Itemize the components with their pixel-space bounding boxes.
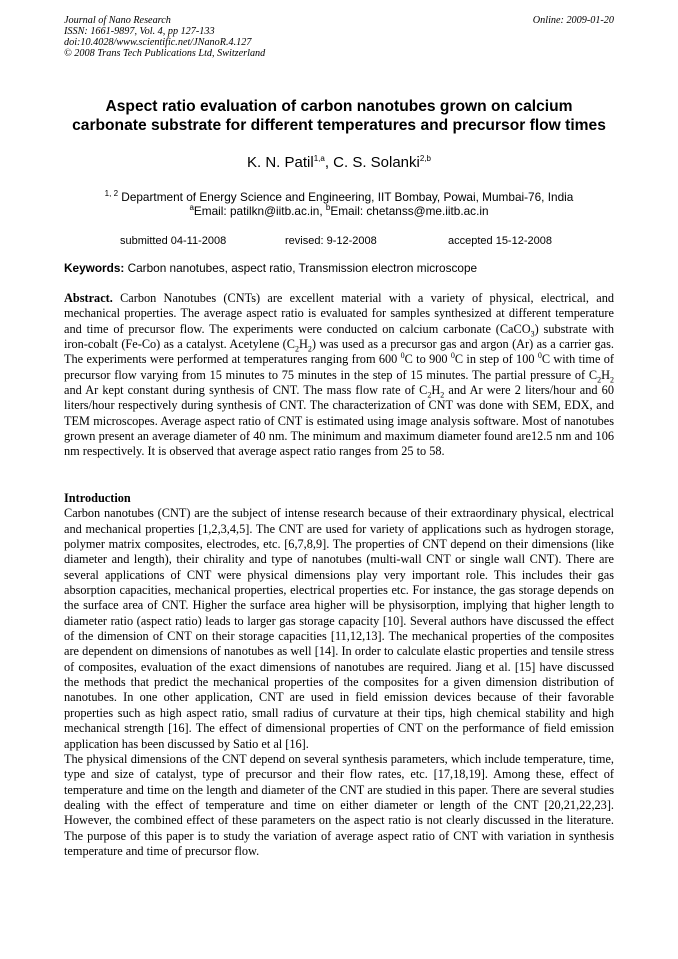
submitted-date: submitted 04-11-2008	[120, 235, 227, 247]
superscript: 0	[537, 351, 542, 361]
subscript: 2	[440, 390, 445, 400]
paper-title	[40, 97, 638, 135]
keywords	[64, 261, 477, 275]
abstract-text: H	[601, 367, 610, 382]
affiliation	[0, 190, 678, 218]
journal-name: Journal of Nano Research	[64, 15, 171, 26]
subscript: 2	[294, 344, 299, 354]
abstract-text: H	[298, 337, 308, 352]
copyright-line: © 2008 Trans Tech Publications Ltd, Switzerland	[64, 48, 266, 59]
abstract-label: Abstract.	[64, 291, 113, 305]
abstract-text: and Ar kept constant during synthesis of CNT. The mass flow rate of C	[64, 383, 428, 398]
abstract-text: Carbon Nanotubes (CNTs) are excellent material with a variety of physical, electrical, and mechanical properties. The average aspect ratio is evaluated for samples synthesized at different temperature and time of precursor flow. The experiments were conducted on calcium carbonate (CaCO	[64, 291, 614, 336]
introduction-paragraph-2: The physical dimensions of the CNT depend on several synthesis parameters, which include temperature, time, type and size of catalyst, type of precursor and their flow rates, etc. [17,18,19]. Among these, effect of temperature and time on the length and diameter of the CNT are studied in this paper. There are several studies dealing with the effect of temperature and time on either diameter or length of the CNT [20,21,22,23]. However, the combined effect of these parameters on the aspect ratio is not clearly discussed in the literature. The purpose of this paper is to study the variation of average aspect ratio of CNT with variation in synthesis temperature and time of precursor flow.	[64, 751, 614, 858]
introduction-paragraph-1: Carbon nanotubes (CNT) are the subject of intense research because of their extraordinary physical, electrical and mechanical properties [1,2,3,4,5]. The CNT are used for variety of applications such as hydrogen storage, polymer matrix composites, electrodes, etc. [6,7,8,9]. The properties of CNT depend on their dimensions (like diameter and length), their chirality and type of nanotubes (multi-wall CNT or single wall CNT). There are several applications of CNT were physical dimensions play very important role. This includes their gas absorption capacities, mechanical properties, electrical properties etc. For instance, the gas storage depends on the surface area of CNT. Higher the surface area higher will be physisorption, implying that higher length to diameter ratio (aspect ratio) leads to larger gas storage capacity [10]. Several authors have discussed the effect of the dimension of CNT on their storage capacities [11,12,13]. The mechanical properties of the composites are dependent on dimensions of nanotubes as well [14]. In order to calculate elastic properties and tensile stress of composites, evaluation of the exact dimensions of nanotubes are required. Jiang et al. [15] have discussed the methods that predict the mechanical properties of the composites for a given dimension distribution of nanotubes. In one other application, CNT are used in field emission devices because of their favorable properties such as high aspect ratio, small radius of curvature at their tips, high chemical stability and high mechanical strength [16]. The effect of dimensional properties of CNT on the performance of field emission application has been discussed by Satio et al [16].	[64, 506, 614, 751]
accepted-date: accepted 15-12-2008	[448, 235, 552, 247]
author-1: K. N. Patil	[247, 154, 314, 171]
abstract-paragraph	[64, 291, 614, 460]
abstract-text: ) substrate with iron-cobalt (Fe-Co) as a catalyst. Acetylene (C	[64, 321, 614, 352]
keywords-text: Carbon nanotubes, aspect ratio, Transmission electron microscope	[124, 261, 478, 275]
title-line-1: Aspect ratio evaluation of carbon nanotubes grown on calcium	[105, 98, 573, 115]
subscript: 2	[307, 344, 312, 354]
subscript: 3	[530, 329, 535, 339]
abstract-text: H	[431, 383, 441, 398]
revised-date: revised: 9-12-2008	[285, 235, 377, 247]
subscript: 2	[427, 390, 432, 400]
department: Department of Energy Science and Engineering, IIT Bombay, Powai, Mumbai-76, India	[118, 190, 574, 204]
abstract	[64, 291, 614, 460]
abstract-text: C with time of precursor flow varying from 15 minutes to 75 minutes in the step of 15 minutes. The partial pressure of C	[64, 352, 615, 382]
superscript: 0	[450, 351, 455, 361]
superscript: 0	[400, 351, 405, 361]
abstract-text: C to 900	[404, 352, 451, 367]
email-b: Email: chetanss@me.iitb.ac.in	[330, 204, 489, 218]
doi-line: doi:10.4028/www.scientific.net/JNanoR.4.127	[64, 37, 252, 48]
issn-line: ISSN: 1661-9897, Vol. 4, pp 127-133	[64, 26, 215, 37]
journal-header	[64, 15, 265, 59]
author-2-affiliation: 2,b	[419, 154, 431, 163]
subscript: 2	[610, 375, 614, 385]
author-separator: ,	[324, 154, 334, 171]
affiliation-marker: 1, 2	[104, 189, 119, 199]
abstract-text: and Ar were 2 liters/hour and 60 liters/hour respectively during synthesis of CNT. The characterization of CNT was done with SEM, EDX, and TEM microscopes. Average aspect ratio of CNT is estimated using image analysis software. Most of nanotubes grown present an average diameter of 40 nm. The minimum and maximum diameter found are12.5 nm and 106 nm respectively. It is observed that average aspect ratio ranges from 25 to 58.	[64, 383, 614, 459]
author-list	[0, 154, 678, 172]
author-1-affiliation: 1,a	[313, 154, 325, 163]
email-a-marker: a	[189, 203, 194, 213]
title-line-2: carbonate substrate for different temperatures and precursor flow times	[72, 117, 606, 134]
abstract-text: C in step of 100	[454, 352, 538, 367]
email-b-marker: b	[325, 203, 331, 213]
online-date: Online: 2009-01-20	[532, 15, 614, 26]
email-a: Email: patilkn@iitb.ac.in,	[193, 204, 326, 218]
email-line	[0, 204, 678, 218]
introduction-heading: Introduction	[64, 491, 131, 505]
introduction-section	[64, 491, 614, 859]
abstract-text: ) was used as a precursor gas and argon (Ar) as a carrier gas. The experiments were performed at temperatures ranging from 600	[64, 337, 614, 367]
author-2: C. S. Solanki	[333, 154, 420, 171]
keywords-label: Keywords:	[64, 261, 125, 275]
department-line	[0, 190, 678, 204]
subscript: 2	[597, 375, 602, 385]
